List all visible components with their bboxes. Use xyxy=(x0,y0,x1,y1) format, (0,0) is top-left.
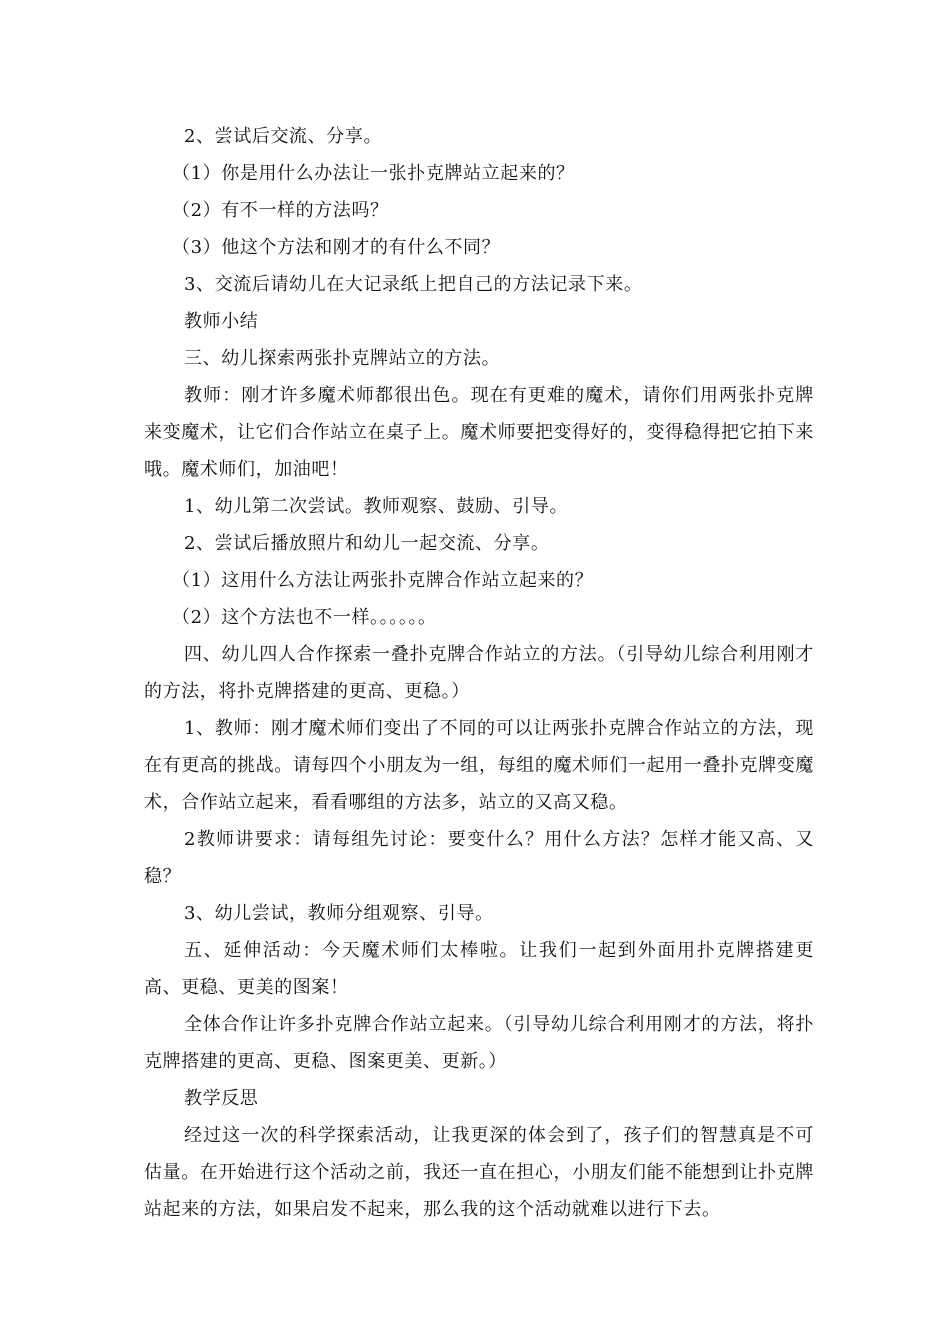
document-body xyxy=(144,118,814,1228)
paragraph-question-2: （2）有不一样的方法吗？ xyxy=(172,200,389,221)
paragraph-higher-challenge: 1、教师：刚才魔术师们变出了不同的可以让两张扑克牌合作站立的方法，现在有更高的挑战。请每四个小朋友为一组，每组的魔术师们一起用一叠扑克牌变魔术，合作站立起来，看看哪组的方法多，站立的又高又稳。 xyxy=(144,718,814,813)
section-heading-five: 五、延伸活动：今天魔术师们太棒啦。让我们一起到外面用扑克牌搭建更高、更稳、更美的图案！ xyxy=(144,940,814,998)
paragraph-share-step: 2、尝试后交流、分享。 xyxy=(184,126,383,147)
paragraph-question-3: （3）他这个方法和刚才的有什么不同？ xyxy=(172,237,501,258)
paragraph-photo-share: 2、尝试后播放照片和幼儿一起交流、分享。 xyxy=(184,533,550,554)
section-heading-three: 三、幼儿探索两张扑克牌站立的方法。 xyxy=(184,348,501,369)
paragraph-group-cooperation: 全体合作让许多扑克牌合作站立起来。（引导幼儿综合利用刚才的方法，将扑克牌搭建的更高、更稳、图案更美、更新。） xyxy=(144,1014,814,1072)
paragraph-reflection: 经过这一次的科学探索活动，让我更深的体会到了，孩子们的智慧真是不可估量。在开始进行这个活动之前，我还一直在担心，小朋友们能不能想到让扑克牌站起来的方法，如果启发不起来，那么我的这个活动就难以进行下去。 xyxy=(144,1125,814,1220)
paragraph-teacher-intro: 教师：刚才许多魔术师都很出色。现在有更难的魔术，请你们用两张扑克牌来变魔术，让它们合作站立在桌子上。魔术师要把变得好的，变得稳得把它拍下来哦。魔术师们，加油吧！ xyxy=(144,385,814,480)
paragraph-second-try: 1、幼儿第二次尝试。教师观察、鼓励、引导。 xyxy=(184,496,569,517)
paragraph-question-two-cards: （1）这用什么方法让两张扑克牌合作站立起来的？ xyxy=(172,570,594,591)
paragraph-teacher-summary: 教师小结 xyxy=(184,311,259,332)
paragraph-children-try: 3、幼儿尝试，教师分组观察、引导。 xyxy=(184,903,494,924)
paragraph-requirements: 2教师讲要求：请每组先讨论：要变什么？用什么方法？怎样才能又高、又稳？ xyxy=(144,829,814,887)
section-heading-four: 四、幼儿四人合作探索一叠扑克牌合作站立的方法。（引导幼儿综合利用刚才的方法，将扑克牌搭建的更高、更稳。） xyxy=(144,644,814,702)
paragraph-different-method: （2）这个方法也不一样。。。。。。 xyxy=(172,607,437,628)
paragraph-record-step: 3、交流后请幼儿在大记录纸上把自己的方法记录下来。 xyxy=(184,274,643,295)
paragraph-question-1: （1）你是用什么办法让一张扑克牌站立起来的？ xyxy=(172,163,575,184)
heading-teaching-reflection: 教学反思 xyxy=(184,1088,259,1109)
